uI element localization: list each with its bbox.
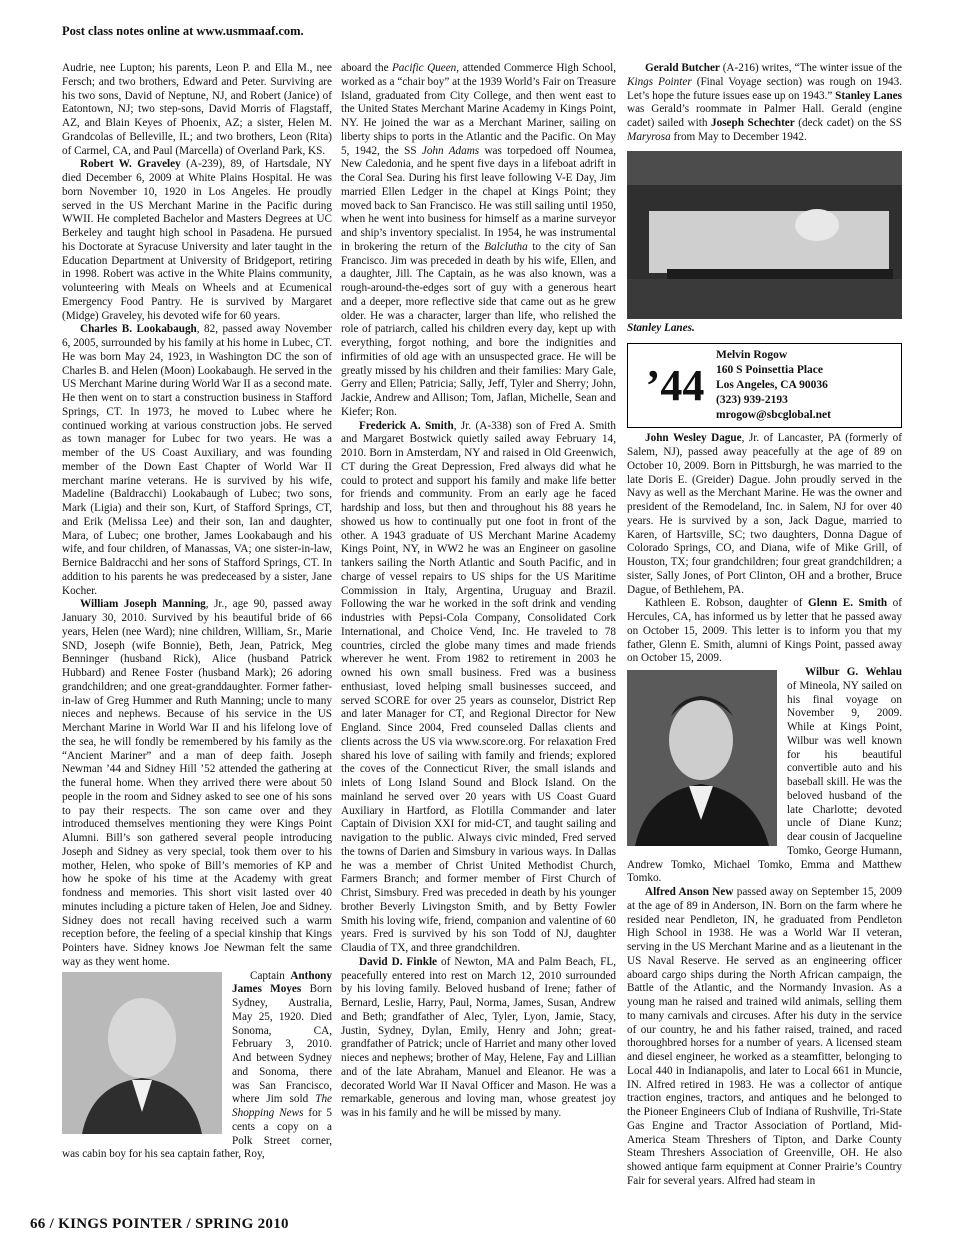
obit-graveley [62, 158, 332, 323]
obit-name: Anthony James Moyes [232, 969, 332, 996]
obit-text: was torpedoed off Noumea, New Caledonia, and he spent five days in a lifeboat adrift in the Coral Sea. During his first leave following V-E Day, Jim married Ellen Ledger in the chapel at Kings Point; they moved back to San Francisco. He was still sailing until 1950, when he went into business for himself as a marine surveyor and ship’s inventory specialist. In 1954, he was instrumental in brokering the return of the [341, 144, 616, 253]
note-butcher [627, 62, 902, 145]
obit-text: (Final Voyage section) was rough on 1943. Let’s hope the future issues ease up on 1943.” [627, 75, 902, 102]
portrait-graphic [627, 670, 777, 846]
obit-name: Joseph Schechter [711, 117, 795, 129]
obit-dague [627, 432, 902, 597]
obit-name: Gerald Butcher [645, 62, 720, 74]
obit-text: , Jr. of Lancaster, PA (formerly of Salem, NJ), passed away peacefully at the age of 89 on October 10, 2009. Born in Pittsburgh, he was married to the late Doris E. (Greider) Dague. John proudly served in the Navy as well as the Merchant Marine. He was the owner and president of the Remodeland, Inc. in Salem, NJ for over 40 years. He is survived by a son, Jack Dague, married to Karen, of Hartsville, SC; two daughters, Donna Dague of Colorado Springs, CO, and Diana, wife of Mike Grill, of Houston, TX; four grandchildren; four great grandchildren; a sister, Sally Jones, of Port Clinton, OH and a brother, Bruce Dague, of Bethlehem, PA. [627, 432, 902, 596]
portrait-graphic [62, 972, 222, 1134]
class-secretary-box [627, 343, 902, 428]
class-year: ’44 [645, 360, 705, 410]
page-footer: 66 / KINGS POINTER / SPRING 2010 [30, 1216, 289, 1232]
obit-text: (deck cadet) on the SS [794, 117, 902, 129]
obit-name: Glenn E. Smith [808, 597, 888, 610]
obit-text: for 5 cents a copy on a Polk Street corner, was cabin boy for his sea captain father, Roy, [62, 1107, 332, 1161]
obit-lookabaugh [62, 323, 332, 598]
obit-new [627, 886, 902, 1189]
obit-text: , Jr. (A-338) son of Fred A. Smith and Margaret Bostwick quietly sailed away February 14, 2010. Born in Amsterdam, NY and raised in Old Greenwich, CT during the Great Depression, Fred always did what he could to protect and support his family and make life better for friends and community. From an early age he faced hardship and loss, but then and throughout his 88 years he showed us how to continually put one foot in front of the other. A 1943 graduate of US Merchant Marine Academy Kings Point, NY, in WW2 he was an Engineer on gasoline tankers sailing the North Atlantic and South Pacific, and in charge of vessel repairs to US ships for the US Maritime Commission in Italy, Argentina, Uruguay and Brazil. Following the war he worked in the soft drink and vending industries with Pepsi-Cola Company, Consolidated Cork International, and Choice Vend, Inc. He traveled to 78 countries, circled the globe many times and made friends wherever he went. From 1982 to retirement in 2003 he owned his own small business. Fred was a business enthusiast, loved helping small businesses succeed, and served SCORE for over 25 years as counselor, District Rep and later Manager for CT, and Regional Director for New England. Since 2004, Fred counseled Dallas clients and clients across the US via www.score.org. For relaxation Fred shared his love of sailing with family and friends; explored the coves of the Connecticut River, the small islands and inlets of Long Island Sound and Block Island. On the mainland he served over 20 years with US Coast Guard Auxiliary in Hartford, as Flotilla Commander and later Captain of Division XXI for mid-CT, and taught sailing and navigation to the public. Always civic minded, Fred served the towns of Darien and Simsbury in various ways. In Dallas he was a member of Christ United Methodist Church, Farmers Branch; and former member of First Church of Christ, Simsbury. Fred was preceded in death by his younger brother Beverly Livingston Smith, and by Betty Fowler Smith his loving wife, friend, companion and valentine of 60 years. Fred is survived by his son Todd of NJ, daughter Claudia of TX, and three grandchildren. [341, 419, 616, 954]
obit-text: from May to December 1942. [670, 130, 807, 143]
obit-name: Stanley Lanes [835, 89, 902, 102]
obit-title-italic: Pacific Queen [391, 62, 457, 74]
obit-name: John Wesley Dague [645, 432, 742, 445]
obit-name: Alfred Anson New [645, 886, 734, 898]
obit-glenn-smith [627, 597, 902, 666]
column-2 [341, 62, 616, 1212]
column-1 [62, 62, 332, 1212]
obit-text: Kathleen E. Robson, daughter of [645, 597, 809, 610]
obit-text: Born Sydney, Australia, May 25, 1920. Died Sonoma, CA, February 3, 2010. And between Sydney and Sonoma, there was San Francisco, where Jim sold [232, 983, 332, 1106]
obit-text: , 82, passed away November 6, 2005, surrounded by his family at his home in Lubec, CT. He was born May 24, 1923, in Washington DC the son of Charles B. and Helen (Moon) Lookabaugh. He served in the US Merchant Marine during World War II as a second mate. He then went on to start a construction business in Stafford Springs, CT. In 1973, he moved to Lubec where he continued working at various construction jobs. He served as town manager for Lubec for two years. He was a member of the US Coast Auxiliary, and was founding member of the Down East Chapter of World War II merchant marine veterans. He is survived by his wife, Madeline (Baldracchi) Lookabaugh of Lubec; two sons, Mark (Ligia) and their son, Kurt, of Stafford Springs, CT, and Erik (Melissa Lee) and their son, Ian and daughter, Mara, of Lubec; one brother, James Lookabaugh and his wife, and four children, of Manassas, VA; one sister-in-law, Bernice Baldracchi and her sons of Stafford Springs, CT. In addition to his parents he was predeceased by a sister, Jane Kocher. [62, 323, 332, 597]
obit-text: of Mineola, NY sailed on his final voyage on November 9, 2009. While at Kings Point, Wilbur was well known for his beautiful convertible auto and his baseball skill. He was the beloved husband of the late Charlotte; devoted uncle of Diane Kunz; dear cousin of Jacqueline Tomko, George Humann, Andrew Tomko, Michael Tomko, Emma and Matthew Tomko. [627, 679, 902, 885]
photo-caption: Stanley Lanes. [627, 321, 695, 334]
obit-title-italic: John Adams [421, 144, 480, 157]
column-3 [627, 62, 902, 1212]
obit-name: Wilbur G. Wehlau [805, 666, 902, 678]
bunk-photo-graphic [627, 151, 902, 319]
secretary-email: mrogow@sbcglobal.net [716, 409, 831, 422]
secretary-street: 160 S Poinsettia Place [716, 364, 823, 377]
secretary-name: Melvin Rogow [716, 349, 788, 362]
photo-stanley-lanes [627, 151, 902, 319]
obit-manning [62, 598, 332, 969]
obit-text: (A-239), 89, of Hartsdale, NY died December 6, 2009 at White Plains Hospital. He was born November 10, 1920 in Los Angeles. He proudly served in the US Merchant Marine in the Pacific during WWII. He completed Bachelor and Masters Degrees at UC Berkeley and taught high school in Pasadena. He pursued his Doctorate at Syracuse University and later taught in the Education Department at University of Bridgeport, retiring in 1998. Robert was active in the White Plains community, volunteering with Meals on Wheels and at Ecumenical Emergency Food Pantry. He is survived by Margaret (Midge) Graveley, his devoted wife for 60 years. [62, 158, 332, 322]
secretary-city: Los Angeles, CA 90036 [716, 379, 828, 392]
class-secretary-contact [716, 348, 831, 423]
photo-wilbur-wehlau [627, 670, 777, 846]
obit-continuation: Audrie, nee Lupton; his parents, Leon P. and Ella M., nee Fersch; and two brothers, Edward and Peter. Surviving are his two sons, David of Neptune, NJ, and Robert (Janice) of Eatontown, NJ; two step-sons, David Morris of Flagstaff, AZ, and Blain Keyes of Phoenix, AZ; a sister, Helen M. Grandcolas of Belleville, IL; and two brothers, Leon (Rita) of Carmel, CA, and Paul (Marcella) of Overland Park, KS. [62, 62, 332, 157]
obit-text: (A-216) writes, “The winter issue of the [719, 62, 902, 74]
photo-anthony-moyes [62, 972, 222, 1134]
obit-title-italic: Kings Pointer [627, 75, 692, 88]
obit-text: aboard the [341, 62, 392, 74]
obit-text: passed away on September 15, 2009 at the age of 89 in Anderson, IN. Born on the farm where he resided near Pendleton, IN, he graduated from Pendleton High School in 1938. He was a World War II veteran, serving in the US Merchant Marine and as a lieutenant in the US Naval Reserve. He served as an engineering officer aboard cargo ships during the North African campaign, the Battle of the Atlantic, and the Normandy Invasion. As a young man he raised and trained wild animals, selling them to many carnivals and circuses. After his duty in the service of our country, he and his father raised, trained, and raced thoroughbred horses for a number of years. A licensed steam and diesel engineer, he worked as a steamfitter, belonging to Local 440 in Indianapolis, and later to Local 661 in Muncie, IN. Alfred retired in 1983. He was a collector of antique traction engines, tractors, and antiques and he belonged to the Pioneer Engineers Club of Indiana of Rushville, Tri-State Gas Engine and Tractor Association of Portland, Mid-America Steam Threshers of Tipton, and Darke County Steam Threshers Association of Greenville, OH. He also showed antique farm equipment at Conner Prairie’s Country Fair for several years. Alfred had steam in [627, 886, 902, 1187]
obit-text: of Newton, MA and Palm Beach, FL, peacefully entered into rest on March 12, 2010 surrounded by his loving family. Beloved husband of Irene; father of Bernard, Leslie, Harry, Paul, Norma, James, Susan, Andrew and Beth; grandfather of Alec, Tyler, Lyon, Jamie, Stacy, Justin, Sydney, Dylan, Emily, Henry and John; great-grandfather of Patrick; uncle of Harriet and many other loved nieces and nephews; brother of May, Helene, Fay and Lillian and of the late Abraham, Manuel and Eleanor. He was a decorated World War II Naval Officer and Mason. He was a remarkable, generous and loving man, whose greatest joy was in his family and he will be missed by many. [341, 955, 616, 1119]
obit-text: Captain [250, 969, 291, 982]
page-header: Post class notes online at www.usmmaaf.com. [62, 24, 304, 38]
obit-name: Robert W. Graveley [80, 158, 181, 171]
obit-text: , attended Commerce High School, worked as a “chair boy” at the 1939 World’s Fair on Treasure Island, graduated from City College, and then went east to the United States Merchant Marine Academy in Kings Point, NY. He joined the war as a Merchant Mariner, sailing on liberty ships to ports in the Atlantic and the Pacific. On May 5, 1942, the SS [341, 62, 616, 157]
obit-text: was Gerald’s roommate in Palmer Hall. Gerald (engine cadet) sailed with [627, 103, 902, 129]
secretary-phone: (323) 939-2193 [716, 394, 788, 407]
obit-name: Frederick A. Smith [359, 419, 454, 432]
obit-smith [341, 420, 616, 956]
obit-title-italic: Balclutha [484, 240, 528, 253]
obit-text: , Jr., age 90, passed away January 30, 2010. Survived by his beautiful bride of 66 years, Helen (nee Ward); nine children, William, Sr., Marie SND, Joseph (wife Bonnie), Beth, Jean, Patrick, Meg Benninger (husband Rick), Alice (husband Patrick Hubbard) and Renee Foster (husband Mark); 26 adoring grandchildren; and one great-granddaughter. Former father-in-law of Greg Hummer and Ruth Manning; uncle to many nieces and nephews. Because of his service in the US Merchant Marine in World War II and his lifelong love of the sea, he will fondly be remembered by his family as the “Ancient Mariner” and a man of deep faith. Joseph Newman ’44 and Sidney Hill ’52 attended the gathering at the funeral home. When they arrived there were about 50 people in the room and Sidney asked to see one of his sons to pay their respects. The son came over and they introduced themselves mentioning they were Kings Point Alumni. Bill’s son gathered several people introducing Joseph and Sidney as very special, took them over to his mother, Helen, who spoke of Bill’s memories of KP and how he spoke of his time at the Academy with great fondness and memories. This short visit lasted over 40 minutes including a picture taken of Helen, Joe and Sidney. Sidney does not recall having received such a warm reception before, the feeling of a special kinship that Kings Pointers have. Sidney knows Joe Newman felt the same way as they went home. [62, 598, 332, 968]
obit-name: David D. Finkle [359, 955, 438, 968]
obit-title-italic: Maryrosa [627, 130, 671, 143]
obit-title-italic: The Shopping News [232, 1093, 332, 1119]
obit-text: of Hercules, CA, has informed us by letter that he passed away on October 15, 2009. This letter is to inform you that my father, Glenn E. Smith, alumni of Kings Point, passed away on October 15, 2009. [627, 597, 902, 665]
obit-name: Charles B. Lookabaugh [80, 323, 197, 336]
obit-text: to the city of San Francisco. Jim was preceded in death by his wife, Ellen, and a daughter, Jill. The Captain, as he was also known, was a rough-around-the-edges sort of guy with a generous heart and a deeper, more reflective side that came out as he grew older. He was a character, larger than life, who relished the role of patriarch, called his children every day, kept up with everything, forgot nothing, and bore the indignities and infirmities of old age with an unsuspected grace. He will be greatly missed by his children and their families: Mary Gale, Gerry and Ellen; Patricia; Sally, Jeff, Tyler and Sherry; John, Jackie, Andrew and Allison; Tom, Jaflan, Michelle, Sean and Kiefer; Ron. [341, 240, 616, 418]
obit-moyes-continued [341, 62, 616, 420]
obit-finkle [341, 956, 616, 1121]
obit-name: William Joseph Manning [80, 598, 206, 611]
